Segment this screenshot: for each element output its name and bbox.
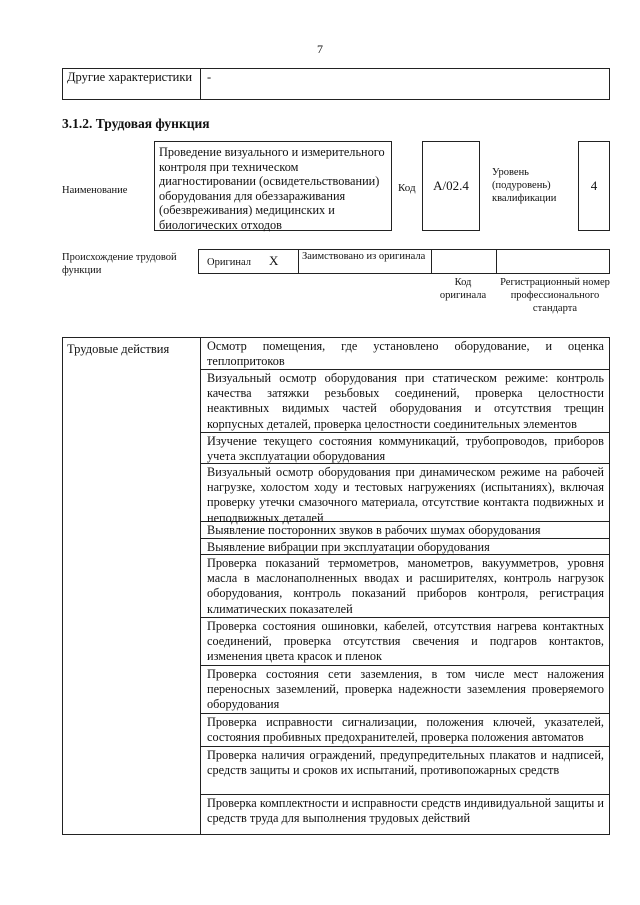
- action-item: Проверка исправности сигнализации, положения ключей, указателей, состояния пробивных предохранителей, проверка положения автоматов: [201, 714, 609, 747]
- code-label: Код: [398, 182, 416, 194]
- labor-actions-list: [201, 338, 609, 834]
- reg-number-cell: [497, 250, 609, 273]
- other-characteristics-table: [62, 68, 610, 100]
- code-original-label: Код оригинала: [439, 277, 487, 301]
- borrowed-cell: [299, 250, 432, 273]
- code-original-cell: [432, 250, 497, 273]
- action-item: Осмотр помещения, где установлено оборудование, и оценка теплопритоков: [201, 338, 609, 370]
- section-title: 3.1.2. Трудовая функция: [62, 116, 210, 131]
- origin-row: [198, 249, 610, 274]
- other-characteristics-value: -: [207, 70, 212, 84]
- action-item: Проверка комплектности и исправности средств индивидуальной защиты и средств труда для выполнения трудовых действий: [207, 796, 604, 826]
- action-item: Выявление вибрации при эксплуатации оборудования: [201, 539, 609, 555]
- function-code: A/02.4: [422, 141, 480, 231]
- other-characteristics-label: Другие характеристики: [63, 69, 201, 99]
- labor-actions-label: Трудовые действия: [63, 338, 201, 834]
- level-label: Уровень (подуровень) квалификации: [492, 167, 557, 204]
- action-item: Проверка состояния ошиновки, кабелей, отсутствия нагрева контактных соединений, проверка отсутствия свечения и подгаров контактов, изменения цвета красок и пленок: [201, 618, 609, 666]
- labor-actions-table: [62, 337, 610, 835]
- original-mark: X: [269, 253, 279, 268]
- borrowed-label: Заимствовано из оригинала: [302, 251, 426, 262]
- action-item: Изучение текущего состояния коммуникаций, трубопроводов, приборов учета эксплуатации оборудования: [201, 433, 609, 464]
- reg-number-label: Регистрационный номер профессионального стандарта: [500, 277, 610, 314]
- original-cell: [199, 250, 299, 273]
- page-number: 7: [317, 42, 323, 56]
- name-label: Наименование: [62, 185, 128, 196]
- origin-label: Происхождение трудовой функции: [62, 252, 177, 276]
- original-label: Оригинал: [207, 257, 251, 268]
- action-item: Визуальный осмотр оборудования при статическом режиме: контроль качества затяжки резьбовых соединений, проверка целостности неактивных видимых частей оборудования и отсутствия трещин корпусных деталей, проверка целостности соединительных элементов: [201, 370, 609, 433]
- qualification-level: 4: [578, 141, 610, 231]
- action-item: Проверка наличия ограждений, предупредительных плакатов и надписей, средств защиты и сроков их испытаний, противопожарных средств: [201, 747, 609, 795]
- action-item: Проверка показаний термометров, манометров, вакуумметров, уровня масла в маслонаполненных вводах и расширителях, контроль нагрузок оборудования, контроль показаний приборов контроля, регистрация климатических показателей: [201, 555, 609, 618]
- function-name: Проведение визуального и измерительного контроля при техническом диагностировании (освидетельствовании) оборудования для обеззараживания (обезвреживания) медицинских и биологических отходов: [154, 141, 392, 231]
- action-item: Визуальный осмотр оборудования при динамическом режиме на рабочей нагрузке, холостом ходу и тестовых нагружениях (испытаниях), включая проверку утечки смазочного материала, отсутствие контакта подвижных и неподвижных деталей: [201, 464, 609, 522]
- action-item: Выявление посторонних звуков в рабочих шумах оборудования: [201, 522, 609, 539]
- action-item: Проверка состояния сети заземления, в том числе мест наложения переносных заземлений, проверка надежности заземления проверяемого оборудования: [201, 666, 609, 714]
